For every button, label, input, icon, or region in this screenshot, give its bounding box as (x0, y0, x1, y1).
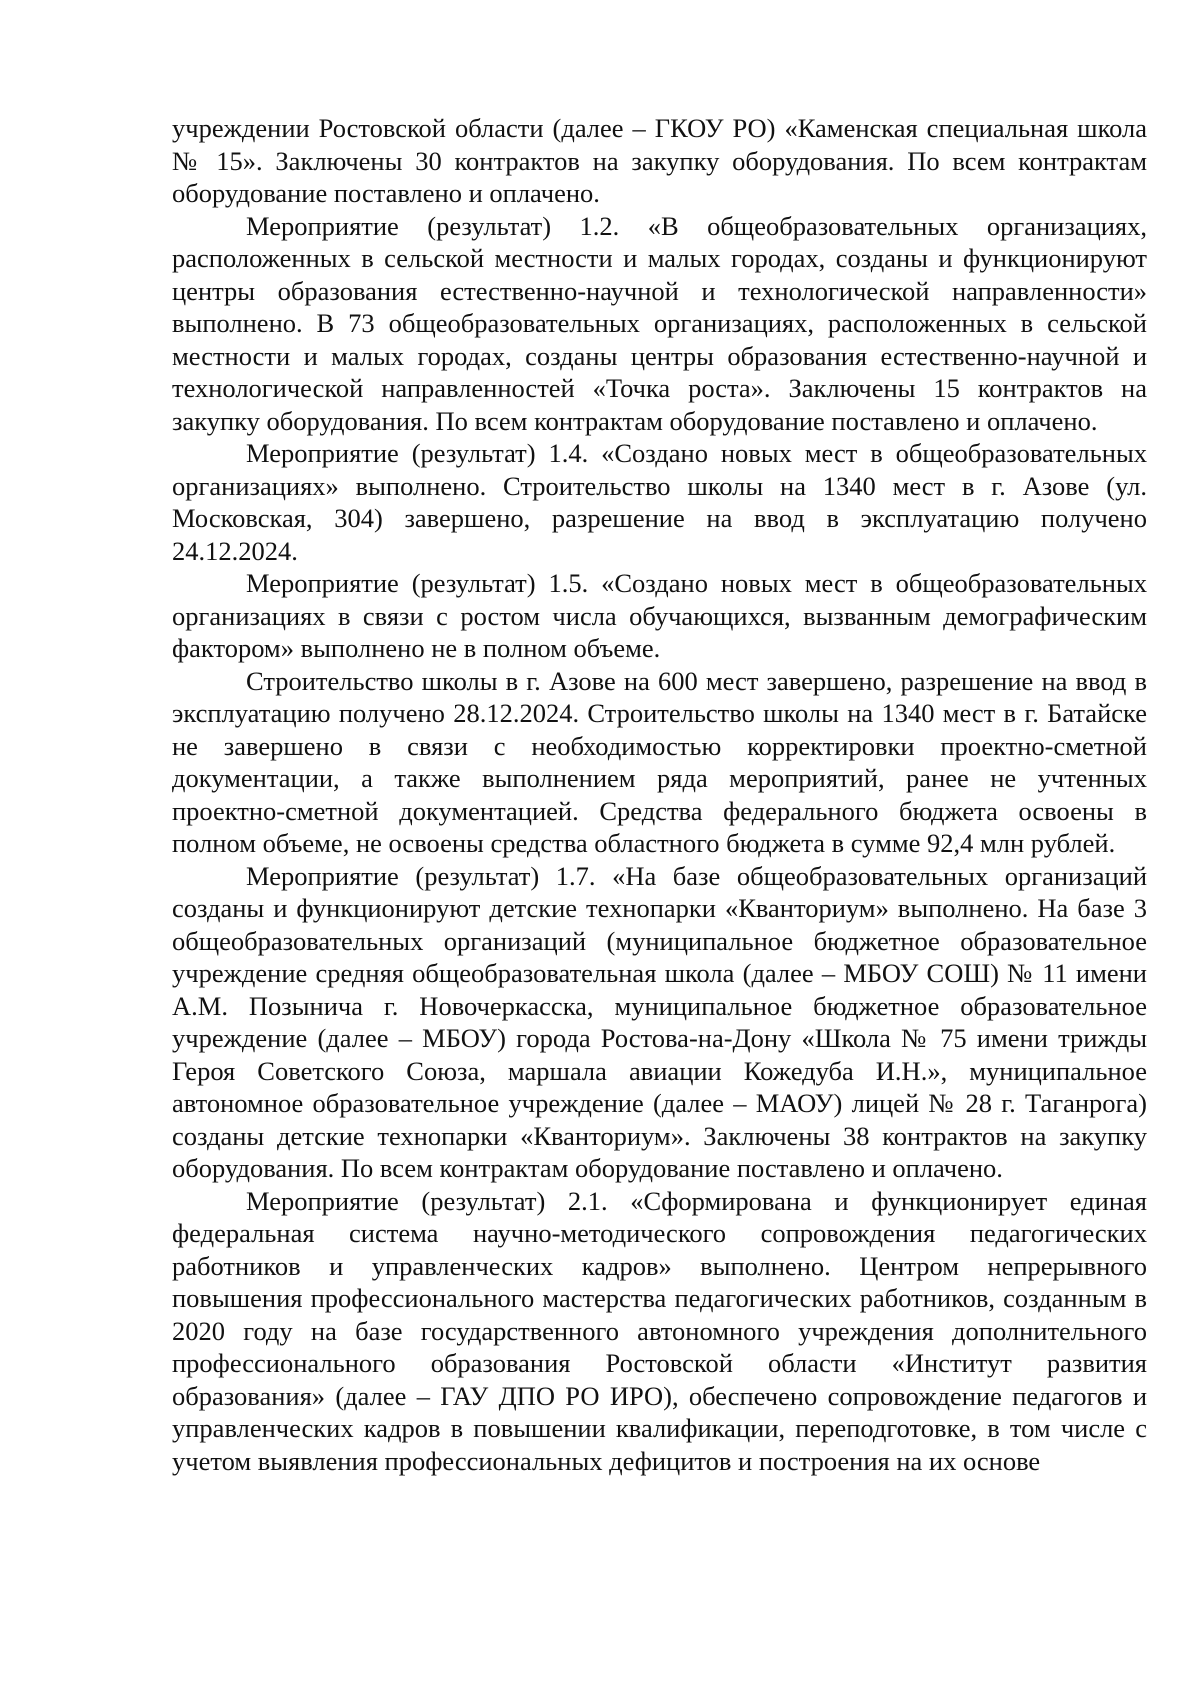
paragraph-6: Мероприятие (результат) 1.7. «На базе общеобразовательных организаций созданы и функционируют детские технопарки «Кванториум» выполнено. На базе 3 общеобразовательных организаций (муниципальное бюджетное образовательное учреждение средняя общеобразовательная школа (далее – МБОУ СОШ) № 11 имени А.М. Позынича г. Новочеркасска, муниципальное бюджетное образовательное учреждение (далее – МБОУ) города Ростова-на-Дону «Школа № 75 имени трижды Героя Советского Союза, маршала авиации Кожедуба И.Н.», муниципальное автономное образовательное учреждение (далее – МАОУ) лицей № 28 г. Таганрога) созданы детские технопарки «Кванториум». Заключены 38 контрактов на закупку оборудования. По всем контрактам оборудование поставлено и оплачено. (172, 860, 1147, 1183)
paragraph-5: Строительство школы в г. Азове на 600 мест завершено, разрешение на ввод в эксплуатацию получено 28.12.2024. Строительство школы на 1340 мест в г. Батайске не завершено в связи с необходимостью корректировки проектно-сметной документации, а также выполнением ряда мероприятий, ранее не учтенных проектно-сметной документацией. Средства федерального бюджета освоены в полном объеме, не освоены средства областного бюджета в сумме 92,4 млн рублей. (172, 665, 1147, 858)
paragraph-1: учреждении Ростовской области (далее – ГКОУ РО) «Каменская специальная школа № 15». Заключены 30 контрактов на закупку оборудования. По всем контрактам оборудование поставлено и оплачено. (172, 113, 1147, 208)
paragraph-2: Мероприятие (результат) 1.2. «В общеобразовательных организациях, расположенных в сельской местности и малых городах, созданы и функционируют центры образования естественно-научной и технологической направленности» выполнено. В 73 общеобразовательных организациях, расположенных в сельской местности и малых городах, созданы центры образования естественно-научной и технологической направленностей «Точка роста». Заключены 15 контрактов на закупку оборудования. По всем контрактам оборудование поставлено и оплачено. (172, 210, 1147, 436)
document-body (172, 112, 1147, 1477)
paragraph-4: Мероприятие (результат) 1.5. «Создано новых мест в общеобразовательных организациях в связи с ростом числа обучающихся, вызванным демографическим фактором» выполнено не в полном объеме. (172, 568, 1147, 663)
paragraph-3: Мероприятие (результат) 1.4. «Создано новых мест в общеобразовательных организациях» выполнено. Строительство школы на 1340 мест в г. Азове (ул. Московская, 304) завершено, разрешение на ввод в эксплуатацию получено 24.12.2024. (172, 438, 1147, 566)
paragraph-7: Мероприятие (результат) 2.1. «Сформирована и функционирует единая федеральная система научно-методического сопровождения педагогических работников и управленческих кадров» выполнено. Центром непрерывного повышения профессионального мастерства педагогических работников, созданным в 2020 году на базе государственного автономного учреждения дополнительного профессионального образования Ростовской области «Институт развития образования» (далее – ГАУ ДПО РО ИРО), обеспечено сопровождение педагогов и управленческих кадров в повышении квалификации, переподготовке, в том числе с учетом выявления профессиональных дефицитов и построения на их основе (172, 1185, 1147, 1476)
